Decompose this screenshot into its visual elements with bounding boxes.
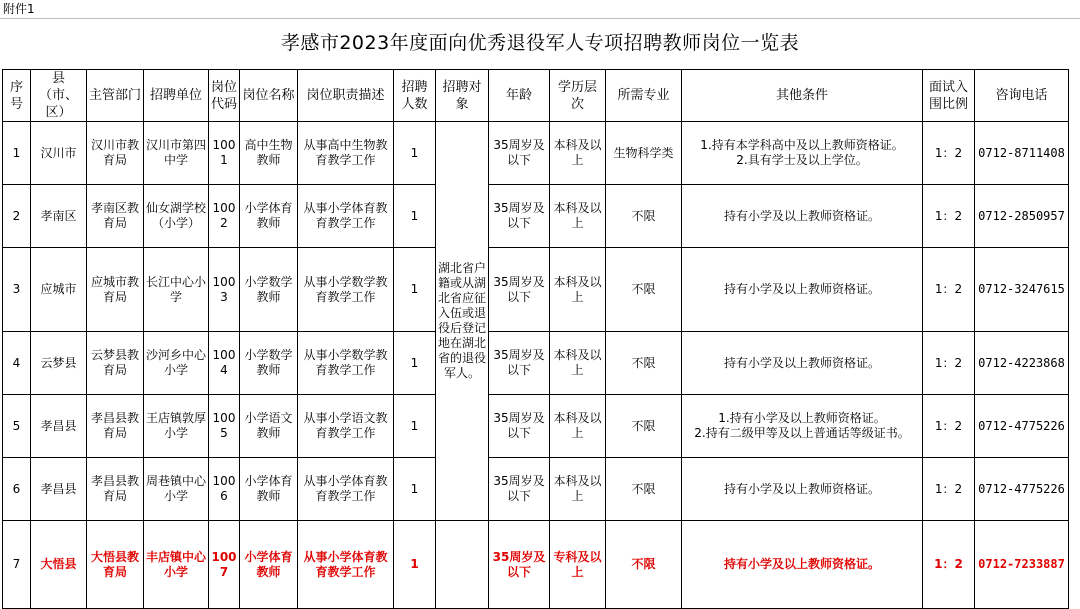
col-header-no: 序号 (3, 70, 31, 122)
cell-conditions: 持有小学及以上教师资格证。 (682, 248, 923, 332)
cell-county: 孝南区 (31, 185, 87, 248)
cell-count: 1 (394, 122, 436, 185)
cell-no: 4 (3, 332, 31, 395)
cell-ratio: 1：2 (923, 248, 975, 332)
cell-dept: 应城市教育局 (87, 248, 144, 332)
col-header-conditions: 其他条件 (682, 70, 923, 122)
cell-code: 1005 (209, 395, 240, 458)
cell-count: 1 (394, 458, 436, 521)
cell-post: 高中生物教师 (240, 122, 298, 185)
cell-no: 1 (3, 122, 31, 185)
table-row (3, 248, 1069, 332)
cell-unit: 汉川市第四中学 (144, 122, 209, 185)
sheet-gridline (0, 0, 1080, 19)
cell-count: 1 (394, 332, 436, 395)
cell-code: 1002 (209, 185, 240, 248)
cell-age: 35周岁及以下 (489, 248, 550, 332)
cell-major: 不限 (606, 395, 682, 458)
cell-dept: 汉川市教育局 (87, 122, 144, 185)
cell-age: 35周岁及以下 (489, 395, 550, 458)
cell-age: 35周岁及以下 (489, 185, 550, 248)
cell-conditions: 持有小学及以上教师资格证。 (682, 185, 923, 248)
cell-conditions: 持有小学及以上教师资格证。 (682, 332, 923, 395)
cell-edu: 本科及以上 (550, 458, 606, 521)
cell-duty: 从事小学体育教育教学工作 (298, 521, 394, 609)
cell-target-merged: 湖北省户籍或从湖北省应征入伍或退役后登记地在湖北省的退役军人。 (436, 122, 489, 521)
cell-unit: 丰店镇中心小学 (144, 521, 209, 609)
condition-line: 2.具有学士及以上学位。 (736, 153, 868, 167)
cell-post: 小学数学教师 (240, 332, 298, 395)
cell-age: 35周岁及以下 (489, 122, 550, 185)
cell-ratio: 1：2 (923, 122, 975, 185)
cell-conditions: 持有小学及以上教师资格证。 (682, 521, 923, 609)
condition-line: 2.持有二级甲等及以上普通话等级证书。 (694, 426, 910, 440)
cell-dept: 大悟县教育局 (87, 521, 144, 609)
cell-post: 小学语文教师 (240, 395, 298, 458)
cell-age: 35周岁及以下 (489, 521, 550, 609)
cell-duty: 从事小学数学教育教学工作 (298, 332, 394, 395)
cell-ratio: 1：2 (923, 332, 975, 395)
cell-phone: 0712-3247615 (975, 248, 1069, 332)
cell-ratio: 1：2 (923, 185, 975, 248)
cell-code: 1003 (209, 248, 240, 332)
cell-conditions: 持有小学及以上教师资格证。 (682, 458, 923, 521)
cell-unit: 仙女湖学校（小学） (144, 185, 209, 248)
cell-phone: 0712-4775226 (975, 458, 1069, 521)
cell-no: 6 (3, 458, 31, 521)
condition-line: 1.持有本学科高中及以上教师资格证。 (700, 138, 904, 152)
cell-major: 不限 (606, 458, 682, 521)
cell-age: 35周岁及以下 (489, 458, 550, 521)
cell-code: 1004 (209, 332, 240, 395)
col-header-target: 招聘对象 (436, 70, 489, 122)
cell-post: 小学体育教师 (240, 458, 298, 521)
cell-conditions (682, 395, 923, 458)
cell-code: 1006 (209, 458, 240, 521)
col-header-duty: 岗位职责描述 (298, 70, 394, 122)
col-header-county: 县（市、区） (31, 70, 87, 122)
cell-edu: 本科及以上 (550, 248, 606, 332)
cell-edu: 本科及以上 (550, 122, 606, 185)
cell-dept: 云梦县教育局 (87, 332, 144, 395)
col-header-unit: 招聘单位 (144, 70, 209, 122)
cell-ratio: 1：2 (923, 521, 975, 609)
col-header-count: 招聘人数 (394, 70, 436, 122)
col-header-post: 岗位名称 (240, 70, 298, 122)
cell-duty: 从事小学体育教育教学工作 (298, 185, 394, 248)
cell-duty: 从事小学体育教育教学工作 (298, 458, 394, 521)
cell-ratio: 1：2 (923, 458, 975, 521)
cell-unit: 周巷镇中心小学 (144, 458, 209, 521)
cell-major: 不限 (606, 332, 682, 395)
cell-county: 孝昌县 (31, 458, 87, 521)
cell-post: 小学体育教师 (240, 521, 298, 609)
cell-county: 汉川市 (31, 122, 87, 185)
cell-unit: 王店镇敦厚小学 (144, 395, 209, 458)
col-header-major: 所需专业 (606, 70, 682, 122)
col-header-dept: 主管部门 (87, 70, 144, 122)
table-row (3, 458, 1069, 521)
cell-edu: 专科及以上 (550, 521, 606, 609)
cell-duty: 从事高中生物教育教学工作 (298, 122, 394, 185)
cell-count: 1 (394, 185, 436, 248)
cell-county: 大悟县 (31, 521, 87, 609)
cell-count: 1 (394, 395, 436, 458)
cell-target-empty (436, 521, 489, 609)
cell-duty: 从事小学数学教育教学工作 (298, 248, 394, 332)
cell-unit: 沙河乡中心小学 (144, 332, 209, 395)
cell-dept: 孝南区教育局 (87, 185, 144, 248)
header-row (3, 70, 1069, 122)
cell-post: 小学数学教师 (240, 248, 298, 332)
cell-unit: 长江中心小学 (144, 248, 209, 332)
cell-phone: 0712-8711408 (975, 122, 1069, 185)
col-header-edu: 学历层次 (550, 70, 606, 122)
cell-code: 1001 (209, 122, 240, 185)
cell-dept: 孝昌县教育局 (87, 458, 144, 521)
cell-major: 生物科学类 (606, 122, 682, 185)
cell-major: 不限 (606, 521, 682, 609)
cell-conditions (682, 122, 923, 185)
cell-no: 3 (3, 248, 31, 332)
col-header-ratio: 面试入围比例 (923, 70, 975, 122)
cell-major: 不限 (606, 185, 682, 248)
cell-duty: 从事小学语文教育教学工作 (298, 395, 394, 458)
cell-ratio: 1：2 (923, 395, 975, 458)
cell-edu: 本科及以上 (550, 185, 606, 248)
table-row (3, 185, 1069, 248)
col-header-phone: 咨询电话 (975, 70, 1069, 122)
table-row (3, 332, 1069, 395)
cell-no: 5 (3, 395, 31, 458)
cell-county: 孝昌县 (31, 395, 87, 458)
cell-post: 小学体育教师 (240, 185, 298, 248)
cell-phone: 0712-4775226 (975, 395, 1069, 458)
cell-code: 1007 (209, 521, 240, 609)
attachment-label: 附件1 (3, 2, 35, 16)
condition-line: 1.持有小学及以上教师资格证。 (718, 411, 886, 425)
table-row (3, 122, 1069, 185)
cell-count: 1 (394, 521, 436, 609)
cell-edu: 本科及以上 (550, 395, 606, 458)
col-header-age: 年龄 (489, 70, 550, 122)
cell-age: 35周岁及以下 (489, 332, 550, 395)
cell-edu: 本科及以上 (550, 332, 606, 395)
cell-phone: 0712-4223868 (975, 332, 1069, 395)
cell-phone: 0712-7233887 (975, 521, 1069, 609)
cell-dept: 孝昌县教育局 (87, 395, 144, 458)
cell-no: 2 (3, 185, 31, 248)
page-title: 孝感市2023年度面向优秀退役军人专项招聘教师岗位一览表 (280, 32, 800, 54)
positions-table (2, 69, 1069, 609)
cell-major: 不限 (606, 248, 682, 332)
table-row (3, 395, 1069, 458)
table-row-highlighted (3, 521, 1069, 609)
col-header-code: 岗位代码 (209, 70, 240, 122)
cell-count: 1 (394, 248, 436, 332)
cell-phone: 0712-2850957 (975, 185, 1069, 248)
cell-county: 云梦县 (31, 332, 87, 395)
cell-no: 7 (3, 521, 31, 609)
cell-county: 应城市 (31, 248, 87, 332)
